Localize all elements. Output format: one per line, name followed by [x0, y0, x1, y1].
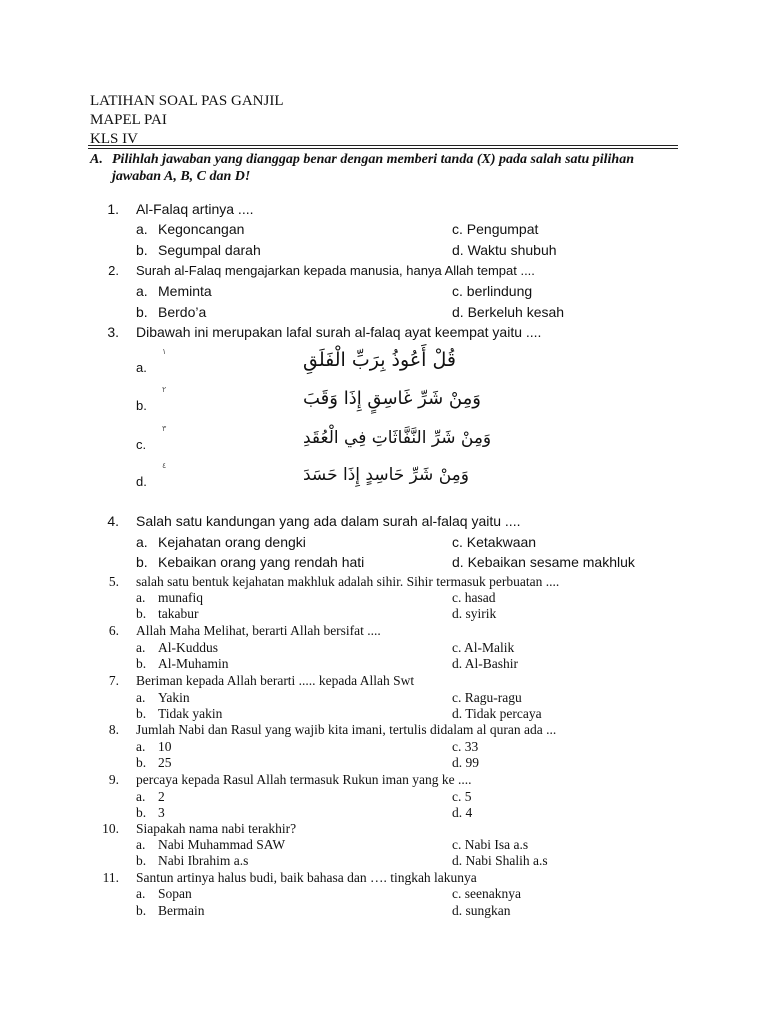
question-stem: Jumlah Nabi dan Rasul yang wajib kita imani, tertulis didalam al quran ada ...	[136, 722, 557, 737]
option-a: Kejahatan orang dengki	[158, 534, 306, 550]
header-title: LATIHAN SOAL PAS GANJIL	[90, 93, 284, 109]
option-b: Tidak yakin	[158, 706, 223, 721]
option-c: c. Al-Malik	[452, 640, 515, 655]
option-c: c. 5	[452, 789, 472, 804]
option-b-label: b.	[136, 755, 147, 770]
option-a-label: a.	[136, 837, 146, 852]
svg-text:٣: ٣	[162, 424, 167, 433]
option-a: Yakin	[158, 690, 190, 705]
option-d: d. Al-Bashir	[452, 656, 518, 671]
section-letter: A.	[90, 152, 103, 167]
option-d: d. 4	[452, 805, 473, 820]
question-stem: Allah Maha Melihat, berarti Allah bersifat ....	[136, 623, 381, 638]
option-b-label: b.	[136, 242, 148, 258]
option-b-label: b.	[136, 903, 147, 918]
option-b: Al-Muhamin	[158, 656, 229, 671]
option-c: c. 33	[452, 739, 479, 754]
option-b: Nabi Ibrahim a.s	[158, 853, 249, 868]
option-a: Kegoncangan	[158, 221, 245, 237]
option-a: Al-Kuddus	[158, 640, 218, 655]
option-a-label: a.	[136, 360, 147, 375]
arabic-verse-image	[158, 419, 492, 456]
option-a-label: a.	[136, 640, 146, 655]
option-b-label: b.	[136, 853, 147, 868]
option-d: d. Kebaikan sesame makhluk	[452, 554, 635, 570]
question-number: 3.	[107, 324, 119, 340]
option-a: Meminta	[158, 283, 212, 299]
option-b-label: b.	[136, 706, 147, 721]
option-a-label: a.	[136, 283, 148, 299]
option-a-label: a.	[136, 534, 148, 550]
document-header	[90, 92, 283, 149]
option-d: d. syirik	[452, 606, 497, 621]
question-stem: Beriman kepada Allah berarti ..... kepada Allah Swt	[136, 673, 415, 688]
option-b-label: b.	[136, 304, 148, 320]
question-number: 6.	[108, 623, 119, 638]
option-d: d. Waktu shubuh	[452, 242, 557, 258]
option-a-label: a.	[136, 221, 148, 237]
option-b-label: b.	[136, 398, 147, 413]
option-d: d. Nabi Shalih a.s	[452, 853, 548, 868]
option-a-label: a.	[136, 886, 146, 901]
option-b: Segumpal darah	[158, 242, 261, 258]
question-stem: percaya kepada Rasul Allah termasuk Rukun iman yang ke ....	[136, 772, 472, 787]
option-c: c. Ketakwaan	[452, 534, 537, 550]
option-a-label: a.	[136, 590, 146, 605]
option-a-label: a.	[136, 789, 146, 804]
question-stem: Surah al-Falaq mengajarkan kepada manusia, hanya Allah tempat ....	[136, 263, 535, 278]
option-a: 2	[158, 789, 165, 804]
option-d-label: d.	[136, 474, 147, 489]
question-number: 4.	[107, 513, 119, 529]
arabic-verse-text: وَمِنْ شَرِّ حَاسِدٍ إِذَا حَسَدَ	[303, 465, 469, 485]
option-a: Sopan	[158, 886, 192, 901]
option-c: c. Ragu-ragu	[452, 690, 522, 705]
question-number: 5.	[108, 574, 119, 589]
option-b-label: b.	[136, 554, 148, 570]
question-number: 10.	[102, 821, 119, 836]
svg-text:١: ١	[162, 347, 167, 356]
header-divider-top	[88, 145, 678, 146]
option-b: Kebaikan orang yang rendah hati	[158, 554, 365, 570]
option-a: 10	[158, 739, 172, 754]
option-b: Bermain	[158, 903, 205, 918]
question-number: 11.	[102, 870, 119, 885]
option-a-label: a.	[136, 739, 146, 754]
arabic-verse-text: وَمِنْ شَرِّ النَّفَّاثَاتِ فِي الْعُقَدِ	[303, 428, 492, 448]
question-stem: Dibawah ini merupakan lafal surah al-falaq ayat keempat yaitu ....	[136, 324, 542, 340]
question-stem: Siapakah nama nabi terakhir?	[136, 821, 297, 836]
arabic-verse-text: قُلْ أَعُوذُ بِرَبِّ الْفَلَقِ	[303, 349, 456, 371]
arabic-verse-image	[158, 456, 469, 493]
header-subject: MAPEL PAI	[90, 112, 167, 128]
arabic-verse-text: وَمِنْ شَرِّ غَاسِقٍ إِذَا وَقَبَ	[303, 388, 481, 409]
header-divider-bottom	[88, 148, 678, 149]
option-a-label: a.	[136, 690, 146, 705]
option-c-label: c.	[136, 437, 147, 452]
question-number: 1.	[107, 201, 119, 217]
option-c: c. seenaknya	[452, 886, 521, 901]
option-b: 25	[158, 755, 172, 770]
option-c: c. Nabi Isa a.s	[452, 837, 529, 852]
question-stem: Salah satu kandungan yang ada dalam surah al-falaq yaitu ....	[136, 513, 521, 529]
option-c: c. berlindung	[452, 283, 533, 299]
arabic-verse-image	[158, 380, 481, 417]
arabic-verse-image	[158, 342, 456, 379]
question-stem: Santun artinya halus budi, baik bahasa dan …. tingkah lakunya	[136, 870, 477, 885]
question-stem: Al-Falaq artinya ....	[136, 201, 254, 217]
question-number: 9.	[108, 772, 119, 787]
question-number: 7.	[108, 673, 119, 688]
option-b-label: b.	[136, 805, 147, 820]
option-b: 3	[158, 805, 165, 820]
option-b-label: b.	[136, 606, 147, 621]
option-d: d. 99	[452, 755, 479, 770]
option-d: d. sungkan	[452, 903, 511, 918]
option-b: takabur	[158, 606, 199, 621]
svg-text:٢: ٢	[162, 385, 167, 394]
instruction-text: Pilihlah jawaban yang dianggap benar dengan memberi tanda (X) pada salah satu pilihan jawaban A, B, C dan D!	[112, 152, 634, 184]
svg-text:٤: ٤	[162, 461, 167, 470]
option-a: munafiq	[158, 590, 203, 605]
option-c: c. Pengumpat	[452, 221, 539, 237]
option-d: d. Berkeluh kesah	[452, 304, 565, 320]
option-b-label: b.	[136, 656, 147, 671]
header-class: KLS IV	[90, 131, 138, 147]
question-number: 2.	[108, 263, 119, 278]
option-a: Nabi Muhammad SAW	[158, 837, 286, 852]
option-b: Berdo’a	[158, 304, 207, 320]
option-c: c. hasad	[452, 590, 496, 605]
question-number: 8.	[108, 722, 119, 737]
option-d: d. Tidak percaya	[452, 706, 542, 721]
question-stem: salah satu bentuk kejahatan makhluk adalah sihir. Sihir termasuk perbuatan ....	[136, 574, 560, 589]
